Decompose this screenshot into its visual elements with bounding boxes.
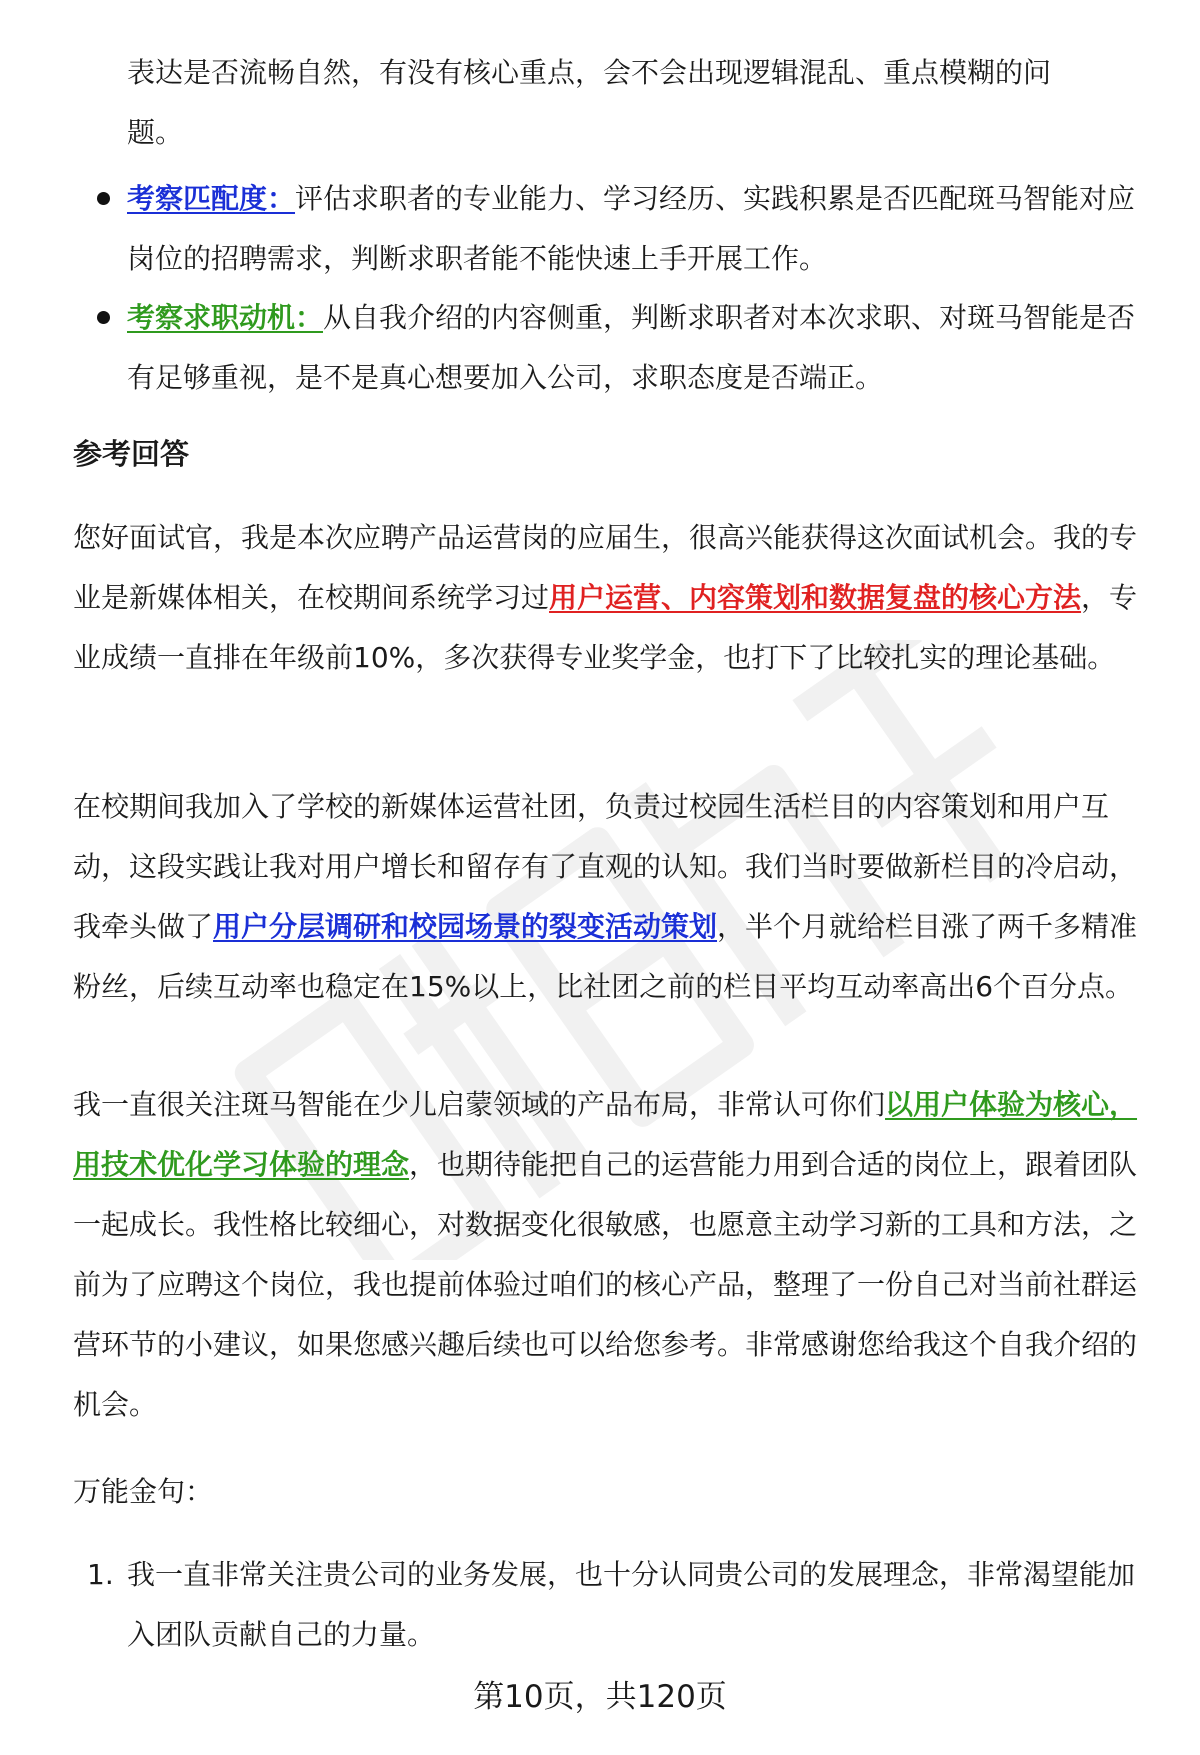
section-heading-reference: 参考回答 xyxy=(73,437,190,471)
answer-p3-highlight: 以用户体验为核心，用技术优化学习体验的理念 xyxy=(73,1088,1138,1181)
answer-p2-text-b: ，半个月就给栏目涨了两千多精准粉丝，后续互动率也稳定在15%以上，比社团之前的栏目平均互动率高出6个百分点。 xyxy=(73,910,1138,1003)
answer-p3-text-b: ，也期待能把自己的运营能力用到合适的岗位上，跟着团队一起成长。我性格比较细心，对数据变化很敏感，也愿意主动学习新的工具和方法，之前为了应聘这个岗位，我也提前体验过咱们的核心产品，整理了一份自己对当前社群运营环节的小建议，如果您感兴趣后续也可以给您参考。非常感谢您给我这个自我介绍的机会。 xyxy=(73,1148,1138,1421)
bullet-label-match: 考察匹配度： xyxy=(127,182,296,215)
golden-list-item xyxy=(73,1545,1145,1665)
list-number: 1. xyxy=(87,1558,114,1591)
page-footer: 第10页，共120页 xyxy=(473,1679,727,1715)
answer-p1-text-a: 您好面试官，我是本次应聘产品运营岗的应届生，很高兴能获得这次面试机会。我的专业是新媒体相关，在校期间系统学习过 xyxy=(73,521,1138,614)
golden-sentences-heading: 万能金句： xyxy=(73,1475,214,1508)
bullet-label-motivation: 考察求职动机： xyxy=(127,301,324,334)
answer-p2-highlight: 用户分层调研和校园场景的裂变活动策划 xyxy=(213,910,718,943)
answer-paragraph-2 xyxy=(73,777,1145,1017)
bullet-text-motivation: 从自我介绍的内容侧重，判断求职者对本次求职、对斑马智能是否有足够重视，是不是真心想要加入公司，求职态度是否端正。 xyxy=(127,301,1136,394)
answer-paragraph-1 xyxy=(73,508,1145,688)
bullet-continuation xyxy=(127,43,1145,163)
answer-paragraph-3 xyxy=(73,1075,1145,1435)
bullet-item-match xyxy=(73,169,1145,289)
bullet-item-motivation xyxy=(73,288,1145,408)
bullet-text-match: 评估求职者的专业能力、学习经历、实践积累是否匹配斑马智能对应岗位的招聘需求，判断求职者能不能快速上手开展工作。 xyxy=(127,182,1136,275)
continuation-line-2: 题。 xyxy=(127,116,184,149)
bullet-dot-icon xyxy=(97,311,110,324)
bullet-dot-icon xyxy=(97,192,110,205)
answer-p3-text-a: 我一直很关注斑马智能在少儿启蒙领域的产品布局，非常认可你们 xyxy=(73,1088,886,1121)
continuation-line-1: 表达是否流畅自然，有没有核心重点，会不会出现逻辑混乱、重点模糊的问 xyxy=(127,56,1052,89)
answer-p1-highlight: 用户运营、内容策划和数据复盘的核心方法 xyxy=(549,581,1082,614)
answer-p2-text-a: 在校期间我加入了学校的新媒体运营社团，负责过校园生活栏目的内容策划和用户互动，这段实践让我对用户增长和留存有了直观的认知。我们当时要做新栏目的冷启动，我牵头做了 xyxy=(73,790,1138,943)
golden-list-text: 我一直非常关注贵公司的业务发展，也十分认同贵公司的发展理念，非常渴望能加入团队贡献自己的力量。 xyxy=(127,1558,1136,1651)
answer-p1-text-b: ，专业成绩一直排在年级前10%，多次获得专业奖学金，也打下了比较扎实的理论基础。 xyxy=(73,581,1138,674)
